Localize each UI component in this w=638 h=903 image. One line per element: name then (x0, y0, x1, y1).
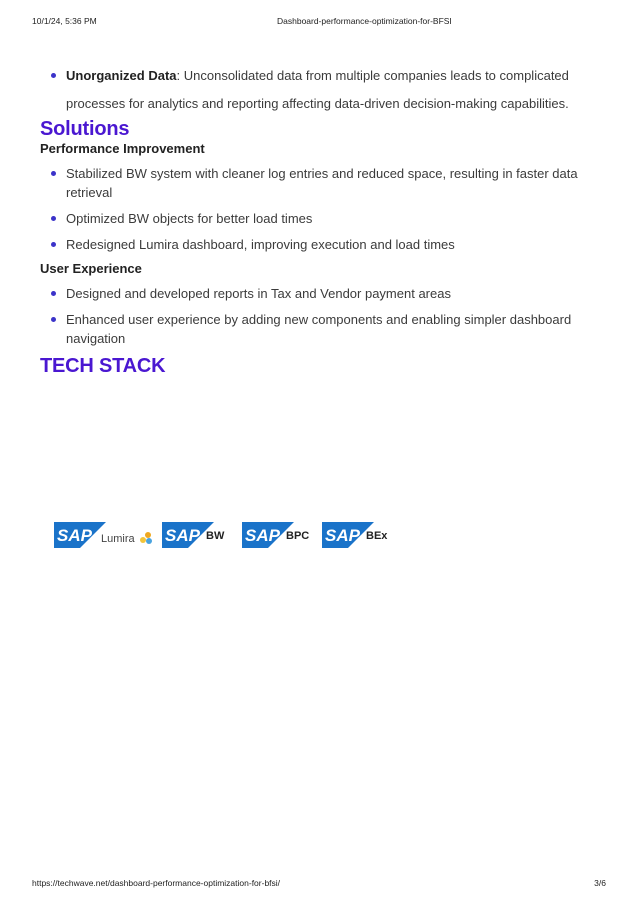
solutions-heading: Solutions (40, 118, 130, 140)
print-header (32, 16, 606, 28)
page-number: 3/6 (594, 878, 606, 888)
tech-stack-heading: TECH STACK (40, 355, 166, 377)
product-name: BPC (286, 530, 310, 542)
list-item: Optimized BW objects for better load times (40, 209, 580, 228)
user-experience-list (40, 284, 580, 348)
list-item (40, 62, 580, 118)
main-content (40, 62, 580, 378)
list-item: Stabilized BW system with cleaner log entries and reduced space, resulting in faster data retrieval (40, 164, 580, 202)
challenge-text: : Unconsolidated data from multiple companies leads to complicated processes for analytics and reporting affecting data-driven decision-making capabilities. (66, 68, 569, 111)
performance-improvement-heading: Performance Improvement (40, 141, 205, 156)
sap-brand-text: SAP (245, 526, 280, 545)
sap-lumira-logo (54, 522, 135, 548)
print-footer (32, 878, 606, 890)
sap-brand-text: SAP (57, 526, 92, 545)
sap-logo-icon (54, 522, 106, 548)
challenge-list (40, 62, 580, 118)
list-item: Designed and developed reports in Tax and Vendor payment areas (40, 284, 580, 303)
sap-brand-text: SAP (165, 526, 200, 545)
list-item: Enhanced user experience by adding new components and enabling simpler dashboard navigation (40, 310, 580, 348)
print-url: https://techwave.net/dashboard-performance-optimization-for-bfsi/ (32, 878, 281, 888)
tech-stack-logos (54, 522, 454, 550)
product-name: BEx (366, 530, 388, 542)
performance-list (40, 164, 580, 254)
sap-bex-logo (322, 522, 388, 548)
product-name: Lumira (101, 533, 135, 545)
sap-bw-logo (162, 522, 225, 548)
challenge-label: Unorganized Data (66, 68, 177, 83)
sap-brand-text: SAP (325, 526, 360, 545)
print-datetime: 10/1/24, 5:36 PM (32, 16, 97, 26)
print-document-title: Dashboard-performance-optimization-for-BFSI (277, 16, 452, 26)
product-name: BW (206, 530, 225, 542)
user-experience-heading: User Experience (40, 261, 142, 276)
sap-bpc-logo (242, 522, 310, 548)
list-item: Redesigned Lumira dashboard, improving execution and load times (40, 235, 580, 254)
lumira-dots-icon (139, 532, 153, 544)
